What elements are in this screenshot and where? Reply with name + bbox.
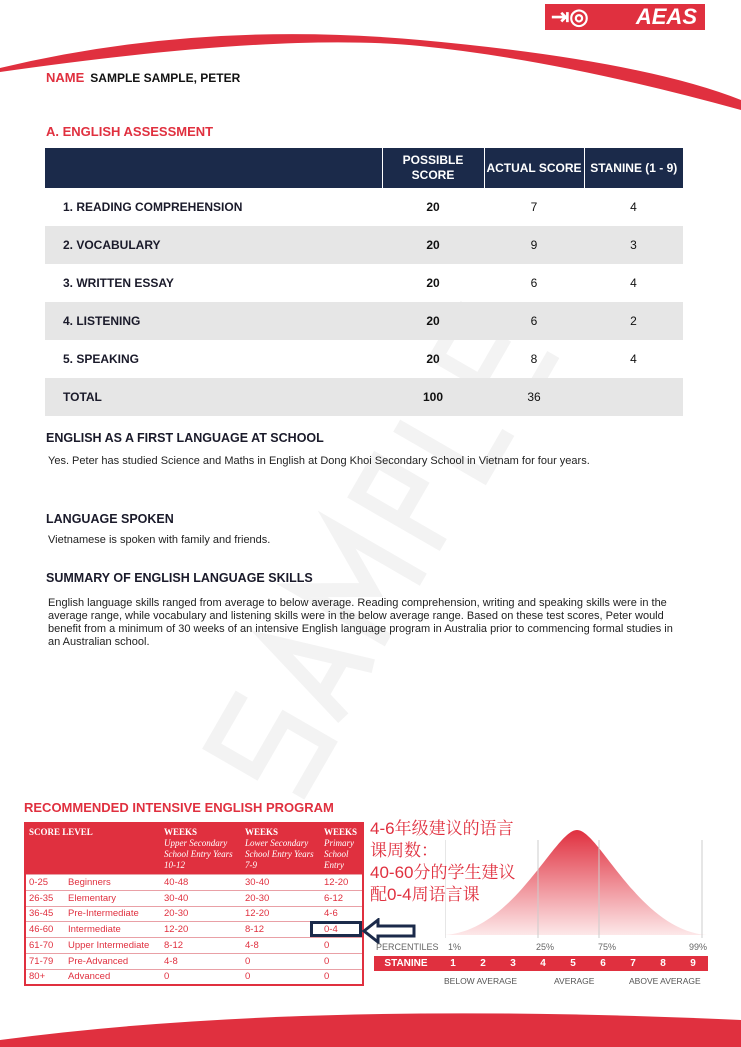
aeas-logo: ⇥◎ AEAS [545, 4, 705, 30]
program-cell: Advanced [65, 969, 161, 985]
cell-stanine: 2 [584, 302, 683, 340]
program-title: RECOMMENDED INTENSIVE ENGLISH PROGRAM [24, 800, 334, 815]
program-cell: 0-25 [25, 875, 65, 891]
program-row [25, 906, 363, 922]
stanine-4: 4 [540, 958, 546, 969]
cell-actual: 36 [484, 378, 584, 416]
assessment-row [45, 188, 683, 226]
program-row [25, 890, 363, 906]
program-table: SCORE LEVEL WEEKS Upper Secondary School Entry Years 10-12 WEEKS Lower Secondary School Entry Years 7-9 WEEKS Primary School Entry 0-25 Beginners 40-48 30-40 12-20 26-35 Elementary 30-40 20-30 6-12 36-45 Pre-Intermediate 20-30 12-20 4-6 46-60 Intermediate 12-20 8-12 0-4 61-70 Upper Intermediate 8-12 4-8 0 71-79 Pre-Advanced 4-8 0 0 80+ Advanced 0 0 0 [24, 822, 364, 986]
cell-actual: 8 [530, 352, 538, 366]
program-cell: Elementary [65, 890, 161, 906]
program-cell: 12-20 [161, 922, 242, 938]
assessment-row [45, 378, 683, 416]
program-cell: 40-48 [161, 875, 242, 891]
summary-text: English language skills ranged from average to below average. Reading comprehension, writing and speaking skills were in the average range, while vocabulary and listening skills were in the below average range. Based on these test scores, Peter would benefit from a minimum of 30 weeks of an intensive English language program in Australia prior to commencing formal studies in an Australian school. [48, 597, 673, 648]
arrow-left-icon [362, 918, 418, 944]
language-spoken-text: Vietnamese is spoken with family and friends. [48, 534, 271, 546]
program-cell: 0 [321, 938, 363, 954]
program-cell: Intermediate [65, 922, 161, 938]
program-cell: 0 [321, 969, 363, 985]
program-cell: 0 [242, 953, 321, 969]
student-name: NAME SAMPLE SAMPLE, PETER [46, 70, 241, 85]
first-language-title: ENGLISH AS A FIRST LANGUAGE AT SCHOOL [46, 431, 324, 445]
program-cell: 12-20 [242, 906, 321, 922]
cell-skill: 3. WRITTEN ESSAY [63, 276, 174, 290]
stanine-6: 6 [600, 958, 606, 969]
cell-possible: 20 [382, 302, 484, 340]
program-row [25, 938, 363, 954]
program-cell: 71-79 [25, 953, 65, 969]
cell-actual: 9 [484, 226, 584, 264]
cell-stanine: 4 [630, 276, 637, 290]
assessment-table: POSSIBLE SCORE ACTUAL SCORE STANINE (1 - 9) 1. READING COMPREHENSION 20 7 4 2. VOCABULARY 20 9 3 3. WRITTEN ESSAY 20 6 4 4. LISTENING 20 6 2 5. SPEAKING 20 8 4 TOTAL 100 36 [45, 148, 683, 416]
cell-possible: 20 [426, 352, 440, 366]
program-cell: 8-12 [242, 922, 321, 938]
cell-stanine: 4 [630, 200, 637, 214]
summary-title: SUMMARY OF ENGLISH LANGUAGE SKILLS [46, 571, 313, 585]
stanine-7: 7 [630, 958, 636, 969]
cell-skill: 1. READING COMPREHENSION [63, 200, 243, 214]
cell-skill: 5. SPEAKING [63, 352, 140, 366]
cell-possible: 20 [426, 276, 440, 290]
cell-stanine [584, 378, 683, 416]
stanine-9: 9 [690, 958, 696, 969]
cell-possible: 20 [426, 200, 440, 214]
first-language-text: Yes. Peter has studied Science and Maths in English at Dong Khoi Secondary School in Vietnam for four years. [48, 455, 590, 467]
cell-stanine: 3 [584, 226, 683, 264]
cell-skill: 4. LISTENING [45, 302, 382, 340]
program-cell: 0-4 [321, 922, 363, 938]
cell-possible: 20 [382, 226, 484, 264]
program-cell: Beginners [65, 875, 161, 891]
program-cell: 4-8 [242, 938, 321, 954]
stanine-3: 3 [510, 958, 516, 969]
logo-arrow-icon: ⇥◎ [551, 4, 589, 29]
program-cell: 0 [321, 953, 363, 969]
program-cell: Upper Intermediate [65, 938, 161, 954]
assessment-title: A. ENGLISH ASSESSMENT [46, 124, 214, 139]
assessment-row [45, 340, 683, 378]
cell-actual: 6 [484, 302, 584, 340]
program-cell: 80+ [25, 969, 65, 985]
program-cell: 20-30 [161, 906, 242, 922]
program-cell: Pre-Intermediate [65, 906, 161, 922]
percentiles-row: PERCENTILES 1% 25% 75% 99% [376, 942, 708, 952]
cell-actual: 7 [530, 200, 538, 214]
program-cell: 8-12 [161, 938, 242, 954]
cell-stanine: 4 [630, 352, 637, 366]
program-cell: 20-30 [242, 890, 321, 906]
program-cell: 61-70 [25, 938, 65, 954]
program-cell: 12-20 [321, 875, 363, 891]
cell-actual: 6 [530, 276, 538, 290]
program-cell: 26-35 [25, 890, 65, 906]
program-row [25, 953, 363, 969]
program-cell: 4-8 [161, 953, 242, 969]
cell-skill: 2. VOCABULARY [45, 226, 382, 264]
program-cell: 0 [161, 969, 242, 985]
annotation-text: 4-6年级建议的语言 课周数： 40-60分的学生建议 配0-4周语言课 [370, 819, 516, 904]
program-row [25, 969, 363, 985]
stanine-8: 8 [660, 958, 666, 969]
assessment-row [45, 264, 683, 302]
cell-possible: 100 [382, 378, 484, 416]
highlight-box [310, 921, 362, 937]
cell-skill: TOTAL [45, 378, 382, 416]
stanine-5: 5 [570, 958, 576, 969]
program-row [25, 875, 363, 891]
program-cell: 46-60 [25, 922, 65, 938]
assessment-row [45, 302, 683, 340]
program-cell: Pre-Advanced [65, 953, 161, 969]
program-cell: 6-12 [321, 890, 363, 906]
program-cell: 30-40 [242, 875, 321, 891]
language-spoken-title: LANGUAGE SPOKEN [46, 512, 174, 526]
stanine-2: 2 [480, 958, 486, 969]
stanine-1: 1 [450, 958, 456, 969]
assessment-row [45, 226, 683, 264]
program-cell: 30-40 [161, 890, 242, 906]
program-cell: 4-6 [321, 906, 363, 922]
program-cell: 36-45 [25, 906, 65, 922]
program-cell: 0 [242, 969, 321, 985]
stanine-bar: STANINE 1 2 3 4 5 6 7 8 9 [374, 956, 708, 971]
